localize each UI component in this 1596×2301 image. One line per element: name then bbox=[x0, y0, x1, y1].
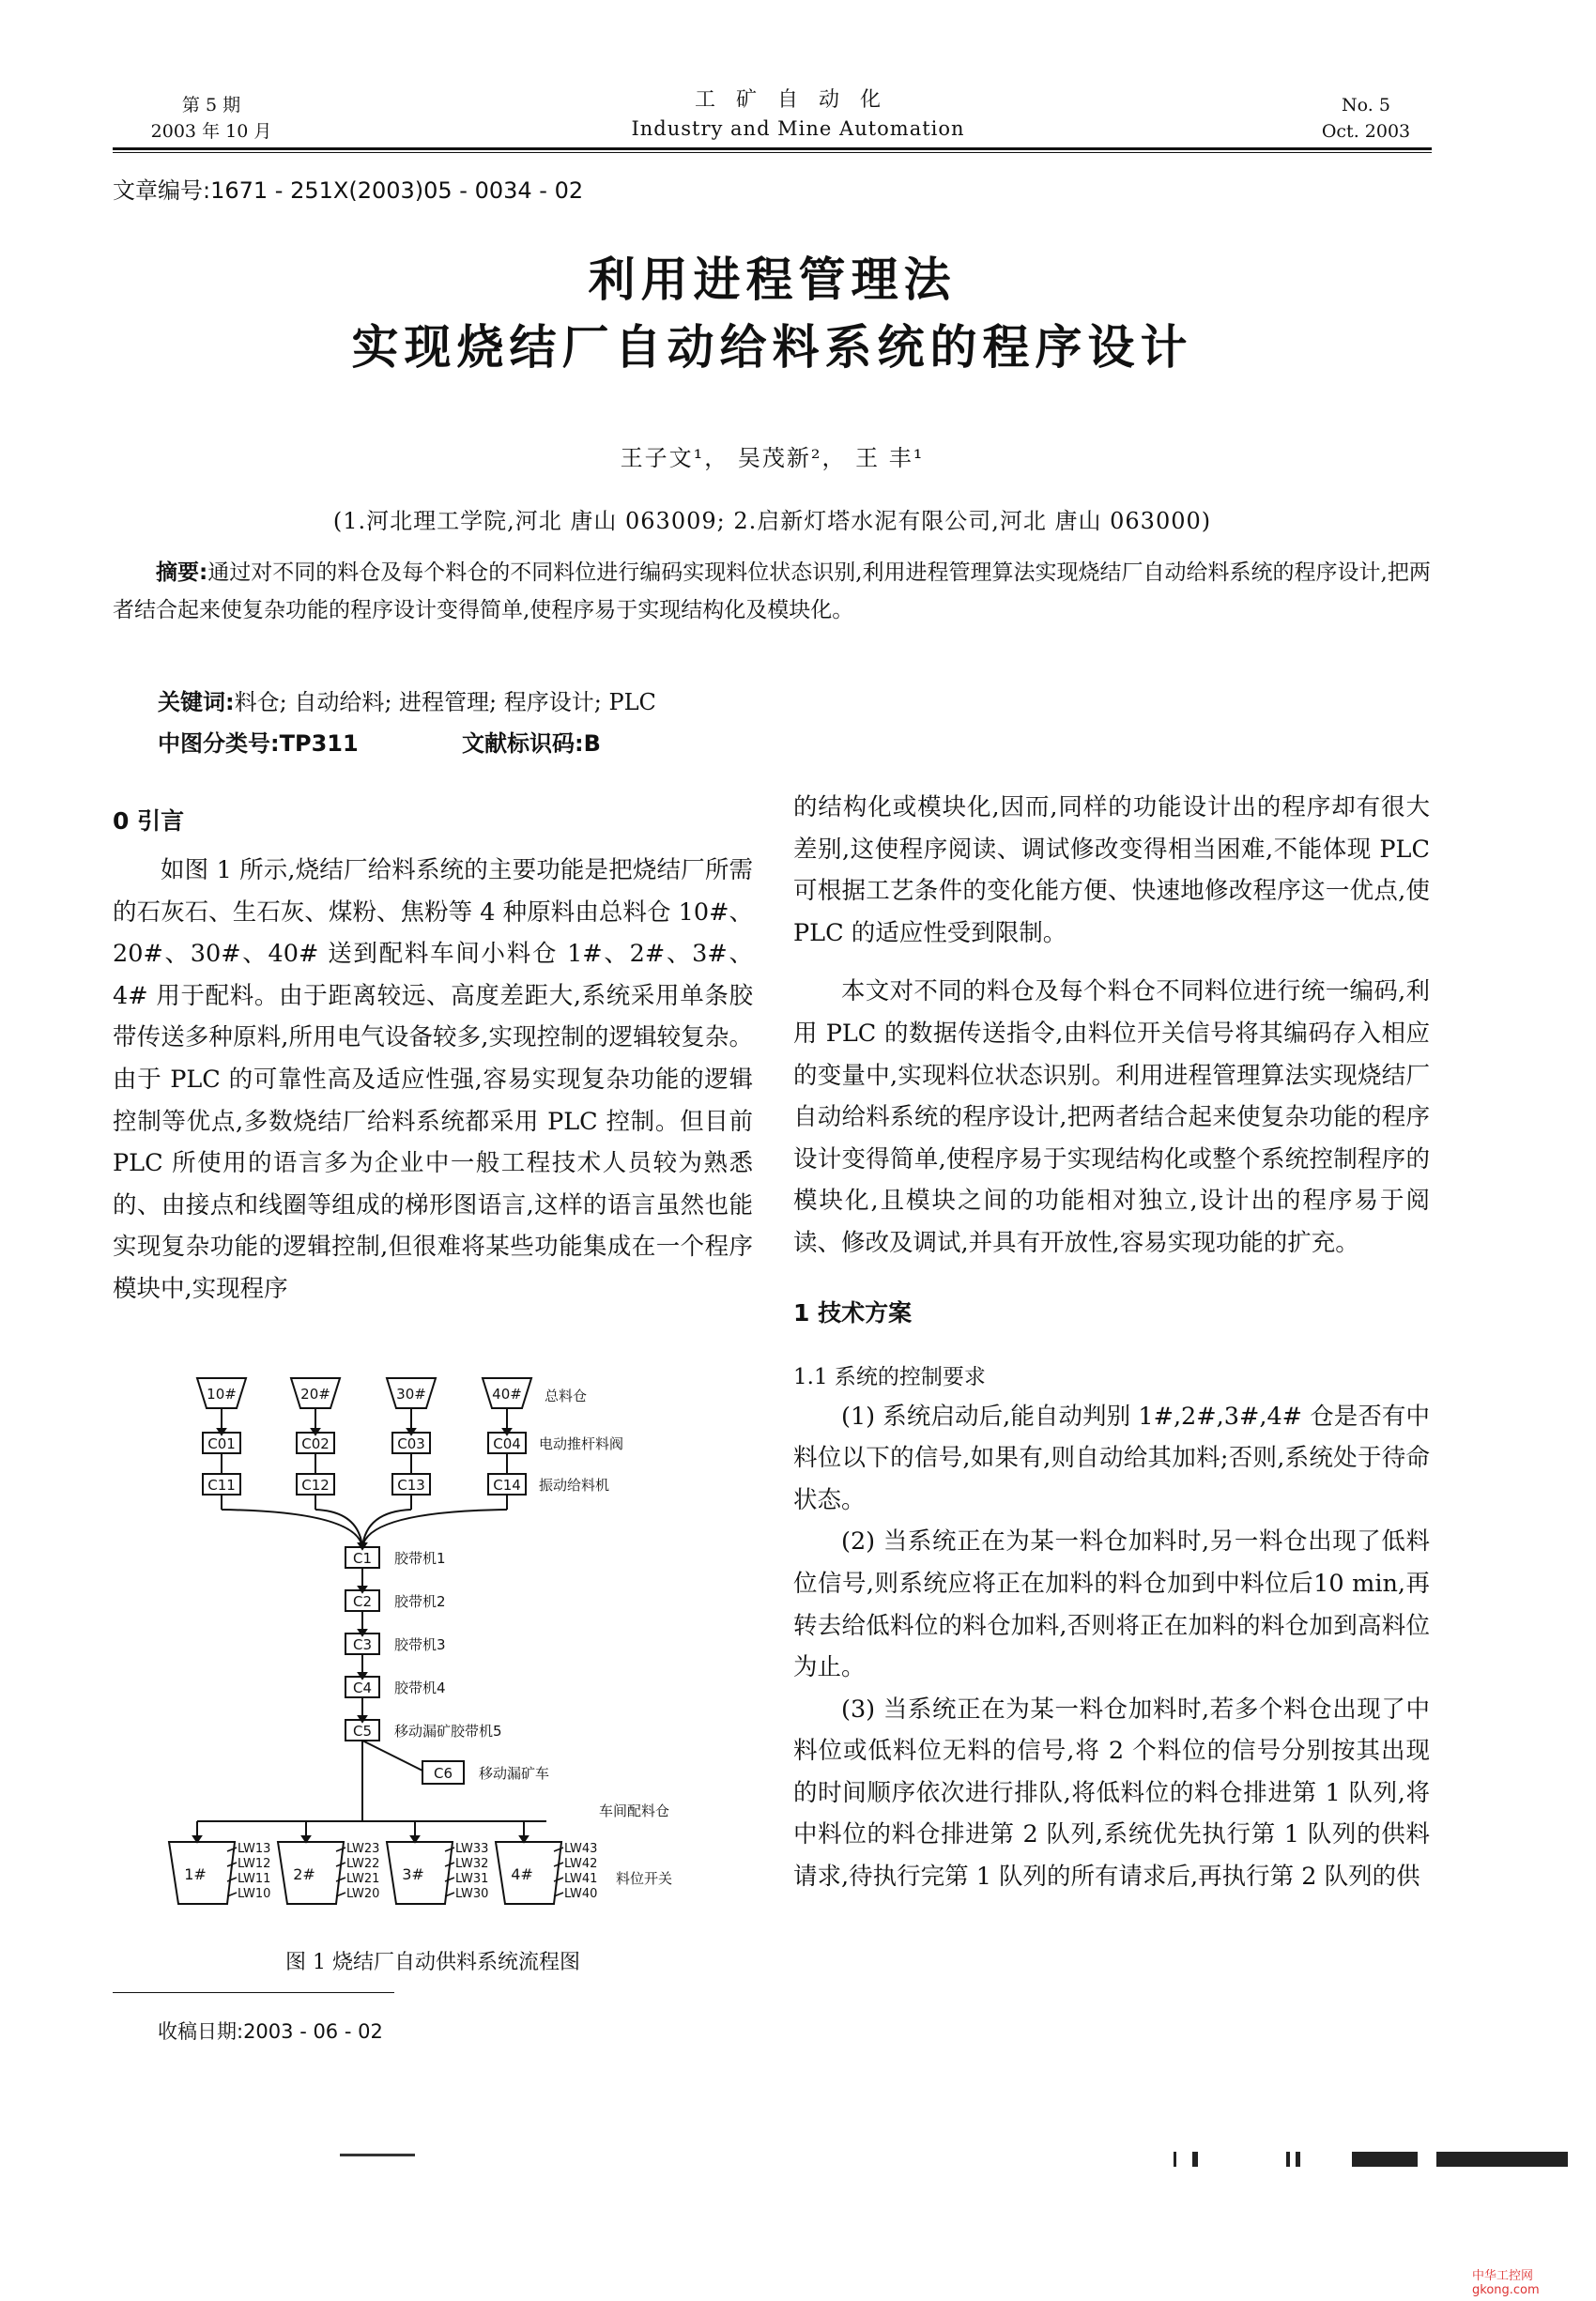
lw21: LW21 bbox=[346, 1872, 380, 1886]
authors: 王子文¹， 吴茂新²， 王 丰¹ bbox=[620, 445, 925, 471]
feeder-c13: C13 bbox=[397, 1477, 425, 1494]
lw32: LW32 bbox=[455, 1857, 489, 1871]
doc-code-label: 文献标识码: bbox=[461, 730, 584, 757]
belt-c5-id: C5 bbox=[352, 1723, 373, 1740]
belt-c2-id: C2 bbox=[352, 1593, 373, 1610]
figure-1-caption: 图 1 烧结厂自动供料系统流程图 bbox=[285, 1951, 580, 1974]
bin-label-10: 10# bbox=[207, 1386, 237, 1403]
valves-label: 电动推杆料阀 bbox=[539, 1435, 624, 1452]
lw12: LW12 bbox=[238, 1857, 271, 1871]
abstract-label: 摘要: bbox=[156, 560, 208, 585]
small-bin-1: 1# bbox=[184, 1865, 207, 1883]
title-line-1: 利用进程管理法 bbox=[588, 253, 957, 307]
lw23: LW23 bbox=[346, 1842, 380, 1856]
lw10: LW10 bbox=[238, 1887, 271, 1901]
journal-name-en: Industry and Mine Automation bbox=[631, 117, 965, 140]
keywords-text: 料仓; 自动给料; 进程管理; 程序设计; PLC bbox=[234, 689, 656, 715]
small-bin-4: 4# bbox=[511, 1865, 533, 1883]
valve-c04: C04 bbox=[493, 1435, 521, 1452]
valve-c01: C01 bbox=[207, 1435, 236, 1452]
section-0-heading: 0 引言 bbox=[113, 807, 185, 835]
small-bin-2: 2# bbox=[293, 1865, 315, 1883]
belt-c3-label: 胶带机3 bbox=[394, 1636, 446, 1653]
journal-name bbox=[563, 86, 1033, 143]
lw20: LW20 bbox=[346, 1887, 380, 1901]
level-switch-label: 料位开关 bbox=[616, 1870, 673, 1887]
valve-c03: C03 bbox=[397, 1435, 425, 1452]
header-rule bbox=[113, 147, 1432, 150]
car-c6-id: C6 bbox=[433, 1765, 453, 1782]
right-column-body bbox=[793, 787, 1430, 1898]
footnote-rule bbox=[113, 1992, 394, 1993]
lw41: LW41 bbox=[564, 1872, 598, 1886]
page-title bbox=[113, 246, 1432, 381]
lw30: LW30 bbox=[455, 1887, 489, 1901]
abstract-text: 通过对不同的料仓及每个料仓的不同料位进行编码实现料位状态识别,利用进程管理算法实现烧结厂自动给料系统的程序设计,把两者结合起来使复杂功能的程序设计变得简单,使程序易于实现结构化及模块化。 bbox=[113, 560, 1431, 622]
affiliations: (1.河北理工学院,河北 唐山 063009; 2.启新灯塔水泥有限公司,河北 唐山 063000) bbox=[332, 508, 1212, 534]
title-line-2: 实现烧结厂自动给料系统的程序设计 bbox=[351, 320, 1193, 375]
requirement-2: (2) 当系统正在为某一料仓加料时,另一料仓出现了低料位信号,则系统应将正在加料的料仓加到中料位后10 min,再转去给低料位的料仓加料,否则将正在加料的料仓加到高料位为止。 bbox=[793, 1527, 1430, 1682]
section-1-1-heading: 1.1 系统的控制要求 bbox=[793, 1364, 986, 1389]
issue-number: 第 5 期 bbox=[181, 95, 241, 115]
lw11: LW11 bbox=[238, 1872, 271, 1886]
bin-label-40: 40# bbox=[492, 1386, 522, 1403]
lw33: LW33 bbox=[455, 1842, 489, 1856]
doc-code-value: B bbox=[583, 730, 601, 757]
belt-c4-label: 胶带机4 bbox=[394, 1680, 446, 1696]
lw40: LW40 bbox=[564, 1887, 598, 1901]
keywords-label: 关键词: bbox=[158, 689, 235, 715]
bins-label: 总料仓 bbox=[545, 1388, 588, 1404]
belt-c2-label: 胶带机2 bbox=[394, 1593, 446, 1610]
belt-c3-id: C3 bbox=[352, 1636, 373, 1653]
car-label: 移动漏矿车 bbox=[479, 1765, 550, 1782]
section-0-body bbox=[113, 850, 753, 1311]
keywords bbox=[158, 683, 1425, 721]
feeder-c14: C14 bbox=[493, 1477, 521, 1494]
feeder-c11: C11 bbox=[207, 1477, 236, 1494]
article-number: 文章编号:1671 - 251X(2003)05 - 0034 - 02 bbox=[113, 177, 584, 204]
issue-number-en: No. 5 bbox=[1342, 95, 1390, 115]
belt-c5-label: 移动漏矿胶带机5 bbox=[394, 1723, 502, 1740]
feeder-c12: C12 bbox=[301, 1477, 330, 1494]
right-para-2: 本文对不同的料仓及每个料仓不同料位进行统一编码,利用 PLC 的数据传送指令,由料位开关信号将其编码存入相应的变量中,实现料位状态识别。利用进程管理算法实现烧结厂自动给料系统的程序设计,把两者结合起来使复杂功能的程序设计变得简单,使程序易于实现结构化或整个系统控制程序的模块化,且模块之间的功能相对独立,设计出的程序易于阅读、修改及调试,并具有开放性,容易实现功能的扩充。 bbox=[793, 977, 1430, 1257]
figure-1-flowchart bbox=[141, 1361, 751, 1925]
section-0-para-1: 如图 1 所示,烧结厂给料系统的主要功能是把烧结厂所需的石灰石、生石灰、煤粉、焦粉等 4 种原料由总料仓 10#、20#、30#、40# 送到配料车间小料仓 1#、2#、3#、4# 用于配料。由于距离较远、高度差距大,系统采用单条胶带传送多种原料,所用电气设备较多,实现控制的逻辑较复杂。由于 PLC 的可靠性高及适应性强,容易实现复杂功能的逻辑控制等优点,多数烧结厂给料系统都采用 PLC 控制。但目前 PLC 所使用的语言多为企业中一般工程技术人员较为熟悉的、由接点和线圈等组成的梯形图语言,这样的语言虽然也能实现复杂功能的逻辑控制,但很难将某些功能集成在一个程序模块中,实现程序 bbox=[113, 856, 753, 1303]
feeders-label: 振动给料机 bbox=[539, 1477, 610, 1494]
small-bin-3: 3# bbox=[402, 1865, 424, 1883]
requirement-3: (3) 当系统正在为某一料仓加料时,若多个料仓出现了中料位或低料位无料的信号,将 2 个料位的信号分别按其出现的时间顺序依次进行排队,将低料位的料仓排进第 1 队列,将中料位的料仓排进第 2 队列,系统优先执行第 1 队列的供料请求,待执行完第 1 队列的所有请求后,再执行第 2 队列的供 bbox=[793, 1695, 1430, 1892]
issue-info-en bbox=[1296, 92, 1436, 145]
lw22: LW22 bbox=[346, 1857, 380, 1871]
lw42: LW42 bbox=[564, 1857, 598, 1871]
issue-info bbox=[141, 92, 282, 145]
issue-date-en: Oct. 2003 bbox=[1321, 121, 1411, 142]
clc-value: TP311 bbox=[279, 730, 359, 757]
lw13: LW13 bbox=[238, 1842, 271, 1856]
watermark: 中华工控网 gkong.com bbox=[1472, 2269, 1540, 2297]
header-rule-thin bbox=[113, 152, 1432, 153]
issue-date: 2003 年 10 月 bbox=[150, 121, 272, 142]
scan-barcode-artifact bbox=[1174, 2152, 1568, 2167]
workshop-bins-label: 车间配料仓 bbox=[599, 1802, 670, 1819]
classification bbox=[158, 725, 1425, 762]
valve-c02: C02 bbox=[301, 1435, 330, 1452]
bin-label-20: 20# bbox=[300, 1386, 330, 1403]
lw43: LW43 bbox=[564, 1842, 598, 1856]
belt-c4-id: C4 bbox=[352, 1680, 373, 1696]
lw31: LW31 bbox=[455, 1872, 489, 1886]
bin-label-30: 30# bbox=[396, 1386, 426, 1403]
belt-c1-id: C1 bbox=[352, 1550, 373, 1567]
section-1-heading: 1 技术方案 bbox=[793, 1298, 913, 1327]
received-date: 收稿日期:2003 - 06 - 02 bbox=[158, 2020, 383, 2043]
abstract bbox=[113, 554, 1432, 629]
clc-label: 中图分类号: bbox=[158, 730, 280, 757]
right-para-1: 的结构化或模块化,因而,同样的功能设计出的程序却有很大差别,这使程序阅读、调试修改变得相当困难,不能体现 PLC 可根据工艺条件的变化能方便、快速地修改程序这一优点,使 PLC 的适应性受到限制。 bbox=[793, 793, 1430, 947]
belt-c1-label: 胶带机1 bbox=[394, 1550, 446, 1567]
requirement-1: (1) 系统启动后,能自动判别 1#,2#,3#,4# 仓是否有中料位以下的信号,如果有,则自动给其加料;否则,系统处于待命状态。 bbox=[793, 1402, 1430, 1514]
journal-name-cn: 工矿自动化 bbox=[694, 88, 901, 112]
scan-artifact bbox=[340, 2154, 415, 2156]
